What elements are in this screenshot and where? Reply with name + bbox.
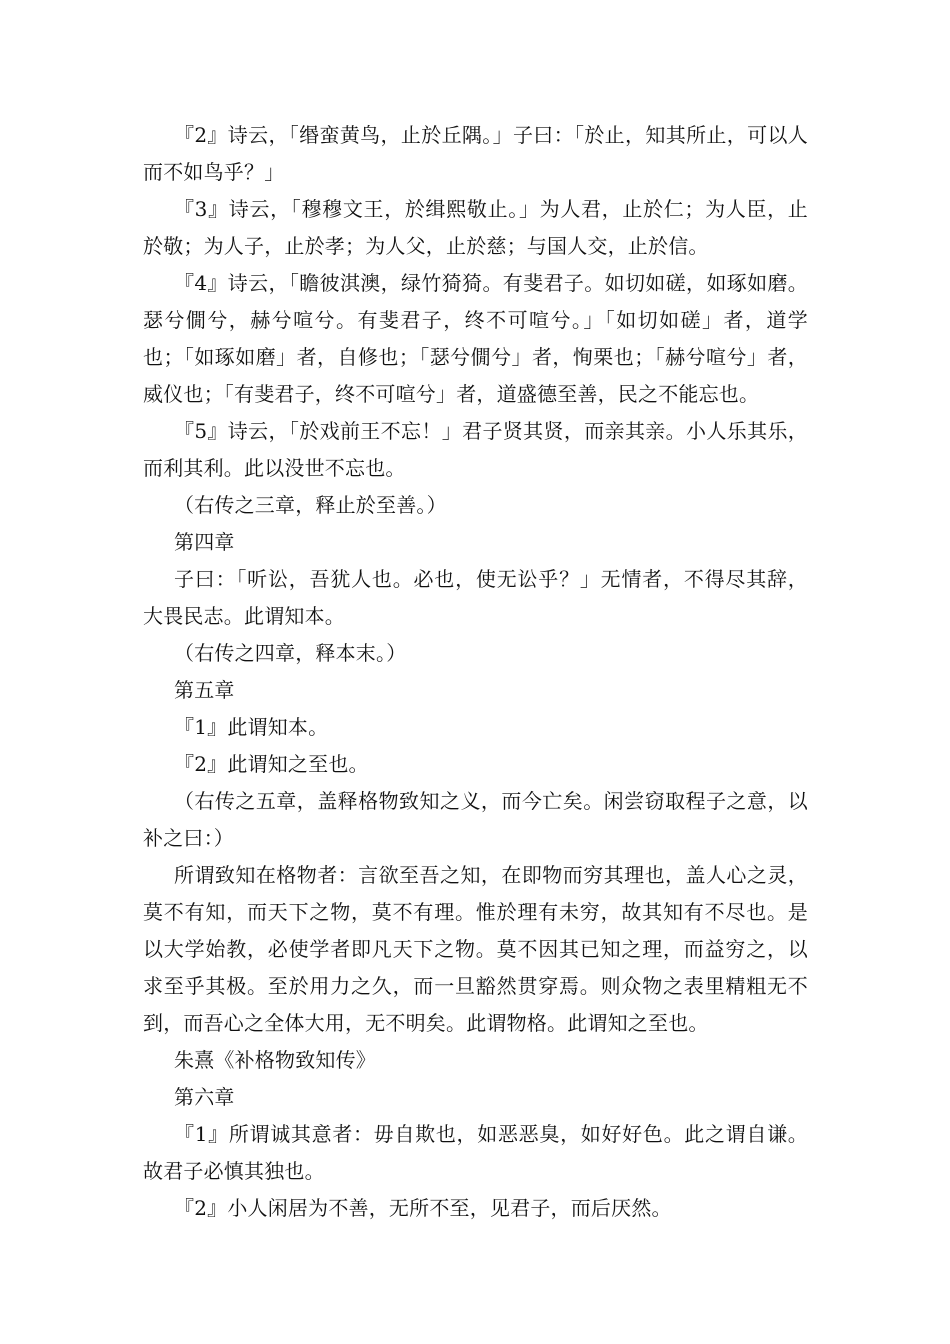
paragraph-3: 『4』诗云，「瞻彼淇澳，绿竹猗猗。有斐君子。如切如磋，如琢如磨。瑟兮僩兮，赫兮喧兮。有斐君子，终不可喧兮。」「如切如磋」者，道学也；「如琢如磨」者，自修也；「瑟兮僩兮」者，恂栗也；「赫兮喧兮」者，威仪也；「有斐君子，终不可喧兮」者，道盛德至善，民之不能忘也。 (143, 271, 808, 406)
chapter-heading-6: 第六章 (174, 1085, 235, 1109)
paragraph-7: 『2』此谓知之至也。 (174, 752, 369, 776)
paragraph-8: 所谓致知在格物者：言欲至吾之知，在即物而穷其理也，盖人心之灵，莫不有知，而天下之物，莫不有理。惟於理有未穷，故其知有不尽也。是以大学始教，必使学者即凡天下之物。莫不因其已知之理，而益穷之，以求至乎其极。至於用力之久，而一旦豁然贯穿焉。则众物之表里精粗无不到，而吾心之全体大用，无不明矣。此谓物格。此谓知之至也。 (143, 863, 808, 1035)
paragraph-9: 『1』所谓诚其意者：毋自欺也，如恶恶臭，如好好色。此之谓自谦。故君子必慎其独也。 (143, 1122, 808, 1183)
paragraph-1: 『2』诗云，「缗蛮黄鸟，止於丘隅。」子曰：「於止，知其所止，可以人而不如鸟乎？」 (143, 123, 808, 184)
paragraph-5: 子曰：「听讼，吾犹人也。必也，使无讼乎？」无情者，不得尽其辞，大畏民志。此谓知本。 (143, 567, 808, 628)
annotation-chapter-3: （右传之三章，释止於至善。） (174, 493, 447, 517)
paragraph-10: 『2』小人闲居为不善，无所不至，见君子，而后厌然。 (174, 1196, 672, 1220)
chapter-heading-4: 第四章 (174, 530, 235, 554)
attribution-line: 朱熹《补格物致知传》 (174, 1048, 376, 1072)
paragraph-2: 『3』诗云，「穆穆文王，於缉熙敬止。」为人君，止於仁；为人臣，止於敬；为人子，止於孝；为人父，止於慈；与国人交，止於信。 (143, 197, 808, 258)
paragraph-4: 『5』诗云，「於戏前王不忘！」君子贤其贤，而亲其亲。小人乐其乐，而利其利。此以没世不忘也。 (143, 419, 808, 480)
document-body (143, 117, 808, 1227)
annotation-chapter-4: （右传之四章，释本末。） (174, 641, 407, 665)
annotation-chapter-5: （右传之五章，盖释格物致知之义，而今亡矣。闲尝窃取程子之意，以补之曰：） (143, 789, 808, 850)
paragraph-6: 『1』此谓知本。 (174, 715, 329, 739)
chapter-heading-5: 第五章 (174, 678, 235, 702)
